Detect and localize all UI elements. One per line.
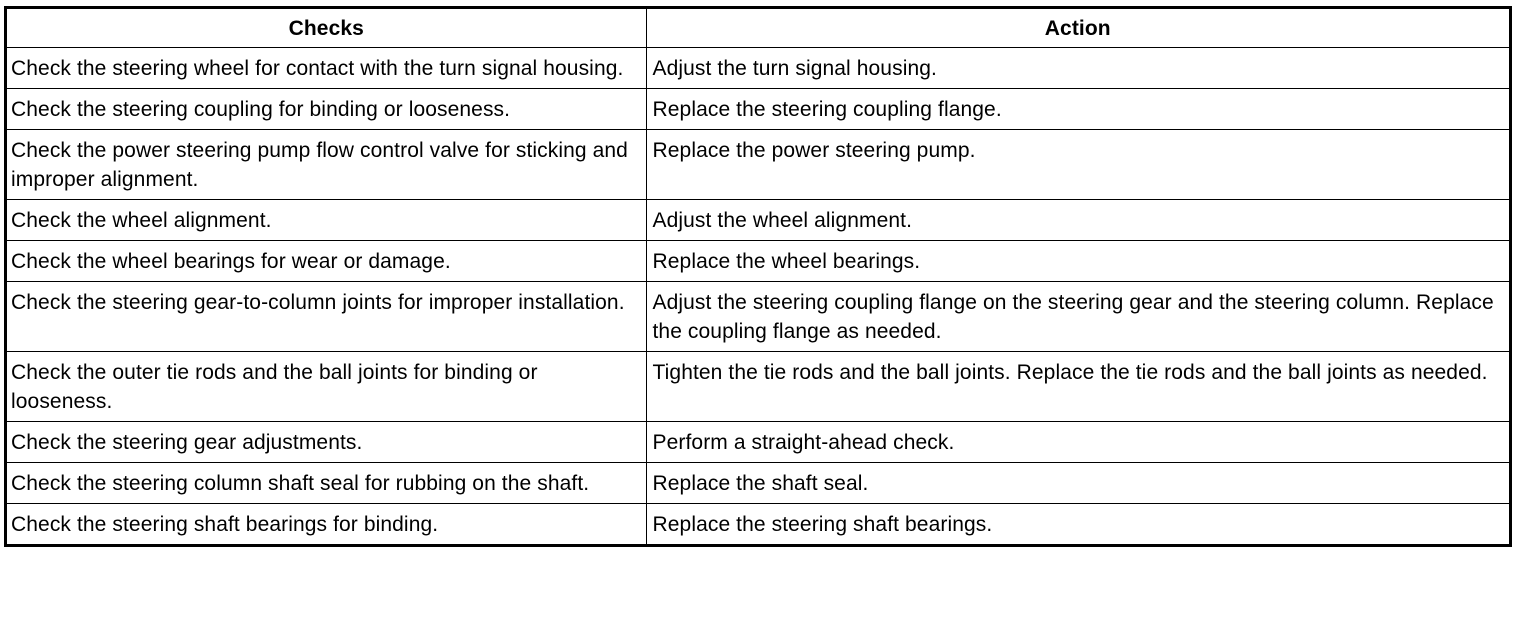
check-cell: Check the steering column shaft seal for rubbing on the shaft. [7, 463, 646, 504]
action-cell: Replace the steering coupling flange. [646, 89, 1509, 130]
action-cell: Adjust the steering coupling flange on the steering gear and the steering column. Replace the coupling flange as needed. [646, 282, 1509, 352]
action-cell: Replace the shaft seal. [646, 463, 1509, 504]
action-column-header: Action [646, 9, 1509, 48]
diagnostic-table [7, 9, 1509, 544]
table-row [7, 200, 1509, 241]
check-cell: Check the steering gear adjustments. [7, 422, 646, 463]
table-row [7, 504, 1509, 545]
table-header-row [7, 9, 1509, 48]
table-row [7, 89, 1509, 130]
check-cell: Check the wheel bearings for wear or damage. [7, 241, 646, 282]
check-cell: Check the outer tie rods and the ball joints for binding or looseness. [7, 352, 646, 422]
table-row [7, 241, 1509, 282]
check-cell: Check the steering shaft bearings for binding. [7, 504, 646, 545]
check-cell: Check the power steering pump flow control valve for sticking and improper alignment. [7, 130, 646, 200]
check-cell: Check the steering gear-to-column joints for improper installation. [7, 282, 646, 352]
action-cell: Adjust the wheel alignment. [646, 200, 1509, 241]
action-cell: Tighten the tie rods and the ball joints. Replace the tie rods and the ball joints as needed. [646, 352, 1509, 422]
check-cell: Check the wheel alignment. [7, 200, 646, 241]
table-row [7, 282, 1509, 352]
table-row [7, 422, 1509, 463]
action-cell: Replace the wheel bearings. [646, 241, 1509, 282]
action-cell: Replace the steering shaft bearings. [646, 504, 1509, 545]
table-row [7, 48, 1509, 89]
table-row [7, 352, 1509, 422]
diagnostic-table-frame [4, 6, 1512, 547]
check-cell: Check the steering wheel for contact with the turn signal housing. [7, 48, 646, 89]
action-cell: Replace the power steering pump. [646, 130, 1509, 200]
checks-column-header: Checks [7, 9, 646, 48]
action-cell: Adjust the turn signal housing. [646, 48, 1509, 89]
check-cell: Check the steering coupling for binding or looseness. [7, 89, 646, 130]
action-cell: Perform a straight-ahead check. [646, 422, 1509, 463]
table-row [7, 463, 1509, 504]
table-row [7, 130, 1509, 200]
